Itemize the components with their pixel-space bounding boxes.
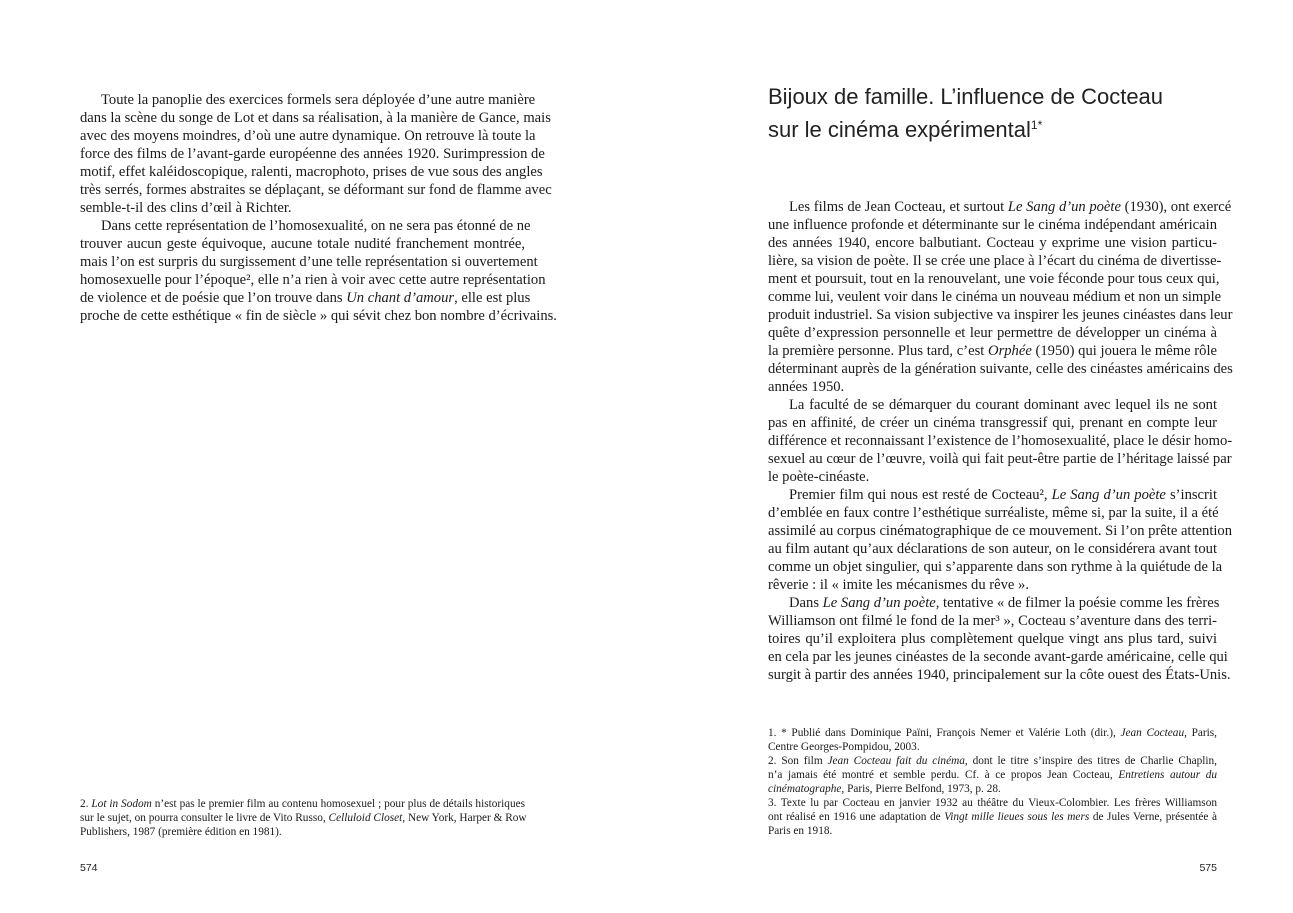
- text: de violence et de poésie que l’on trouve dans: [80, 290, 347, 306]
- text-line: [80, 271, 546, 289]
- italic-text: Le Sang d’un poète: [1051, 487, 1166, 503]
- text-line: [80, 163, 543, 181]
- left-footnotes: [80, 797, 525, 839]
- text: , dont le titre s’inspire des titres de Charlie Chaplin,: [964, 755, 1217, 767]
- text: en cela par les jeunes cinéastes de la seconde avant-garde américaine, celle qui: [768, 649, 1228, 665]
- text: , tentative « de filmer la poésie comme les frères: [935, 595, 1220, 611]
- chapter-title-line-1: Bijoux de famille. L’influence de Cocteau: [768, 84, 1164, 109]
- text: années 1950.: [768, 379, 845, 395]
- text-line: [768, 306, 1233, 324]
- text: proche de cette esthétique « fin de siècle » qui sévit chez bon nombre d’écrivains.: [80, 308, 557, 324]
- text-line: [768, 612, 1217, 630]
- text: comme lui, veulent voir dans le cinéma un nouveau médium et non un simple: [768, 289, 1222, 305]
- text-line: [768, 234, 1217, 252]
- text-line: [768, 414, 1217, 432]
- text: Paris en 1918.: [768, 825, 833, 837]
- text-line: [768, 782, 1217, 796]
- text: différence et reconnaissant l’existence de l’homosexualité, place le désir homo-: [768, 433, 1233, 449]
- italic-text: Le Sang d’un poète: [1007, 199, 1121, 215]
- paragraph: [768, 796, 1217, 838]
- text: mais l’on est surpris du surgissement d’une telle représentation si ouvertement: [80, 254, 538, 270]
- italic-text: Lot in Sodom: [91, 798, 152, 810]
- text: motif, effet kaléidoscopique, ralenti, macrophoto, prises de vue sous des angles: [80, 164, 543, 180]
- text: produit industriel. Sa vision subjective va inspirer les jeunes cinéastes dans leur: [768, 307, 1233, 323]
- text: Williamson ont filmé le fond de la mer³ », Cocteau s’aventure dans des terri-: [768, 613, 1217, 629]
- text: 2.: [80, 798, 92, 810]
- text: rêverie : il « imite les mécanismes du rêve ».: [768, 577, 1029, 593]
- right-page: [646, 0, 1293, 913]
- chapter-title-line-2-text: sur le cinéma expérimental: [768, 117, 1031, 142]
- text: n’est pas le premier film au contenu homosexuel ; pour plus de détails historiques: [151, 798, 526, 810]
- text-line: [768, 342, 1217, 360]
- text-line: [768, 540, 1217, 558]
- text-line: [80, 307, 557, 325]
- italic-text: Jean Cocteau: [1120, 727, 1185, 739]
- text: toires qu’il exploitera plus complètement quelque vingt ans plus tard, suivi: [768, 631, 1217, 647]
- text: homosexuelle pour l’époque², elle n’a rien à voir avec cette autre représentation: [80, 272, 546, 288]
- text: Premier film qui nous est resté de Cocteau²,: [789, 487, 1052, 503]
- text: Dans cette représentation de l’homosexualité, on ne sera pas étonné de ne: [101, 218, 531, 234]
- italic-text: Un chant d’amour: [346, 290, 455, 306]
- text-line: [768, 666, 1231, 684]
- text: force des films de l’avant-garde européenne des années 1920. Surimpression de: [80, 146, 545, 162]
- text: pas en affinité, de créer un cinéma transgressif qui, prenant en compte leur: [768, 415, 1217, 431]
- text: au film autant qu’aux déclarations de son auteur, on le considérera avant tout: [768, 541, 1217, 557]
- text: , elle est plus: [454, 290, 531, 306]
- text: (1950) qui jouera le même rôle: [1031, 343, 1217, 359]
- text-line: [768, 824, 1217, 838]
- italic-text: Entretiens autour du: [1118, 769, 1217, 781]
- text: Publishers, 1987 (première édition en 1981).: [80, 826, 282, 838]
- text: assimilé au corpus cinématographique de ce mouvement. Si l’on prête attention: [768, 523, 1233, 539]
- text-line: [768, 576, 1217, 594]
- text-line: [80, 235, 525, 253]
- text-line: [768, 754, 1217, 768]
- right-body-text: [768, 198, 1233, 684]
- text: dans la scène du songe de Lot et dans sa réalisation, à la manière de Gance, mais: [80, 110, 551, 126]
- text-line: [768, 768, 1217, 782]
- right-footnotes: [768, 726, 1217, 838]
- paragraph: [80, 217, 557, 325]
- text: (1930), ont exercé: [1120, 199, 1232, 215]
- text-line: [768, 594, 1220, 612]
- footnote-reference: 1*: [1030, 118, 1043, 132]
- paragraph: [768, 198, 1233, 396]
- text: le poète-cinéaste.: [768, 469, 870, 485]
- text-line: [80, 797, 525, 811]
- text: de Jules Verne, présentée à: [1089, 811, 1217, 823]
- text: New York, Harper & Row: [405, 812, 527, 824]
- text-line: [768, 432, 1233, 450]
- text: surgit à partir des années 1940, principalement sur la côte ouest des États-Unis.: [768, 667, 1231, 683]
- text: Toute la panoplie des exercices formels sera déployée d’une autre manière: [101, 92, 536, 108]
- text-line: [768, 740, 1217, 754]
- text: trouver aucun geste équivoque, aucune totale nudité franchement montrée,: [80, 236, 525, 252]
- text-line: [768, 486, 1217, 504]
- text: Centre Georges-Pompidou, 2003.: [768, 741, 920, 753]
- text-line: [768, 396, 1217, 414]
- text: 1. * Publié dans Dominique Païni, François Nemer et Valérie Loth (dir.),: [768, 727, 1121, 739]
- italic-text: Orphée: [988, 343, 1032, 359]
- paragraph: [768, 754, 1217, 796]
- text: la première personne. Plus tard, c’est: [768, 343, 989, 359]
- text-line: [768, 450, 1232, 468]
- text-line: [768, 360, 1233, 378]
- text-line: [80, 91, 536, 109]
- italic-text: Celluloid Closet,: [328, 812, 406, 824]
- text: Les films de Jean Cocteau, et surtout: [789, 199, 1008, 215]
- text-line: [768, 216, 1217, 234]
- text: 2. Son film: [768, 755, 828, 767]
- text-line: [768, 252, 1222, 270]
- text-line: [768, 288, 1222, 306]
- text-line: [768, 378, 1217, 396]
- text-line: [768, 324, 1217, 342]
- text: d’emblée en faux contre l’esthétique surréaliste, même si, par la suite, il a été: [768, 505, 1219, 521]
- text: avec des moyens moindres, d’où une autre dynamique. On retrouve là toute la: [80, 128, 536, 144]
- text-line: [80, 127, 536, 145]
- text-line: [768, 796, 1217, 810]
- text-line: [768, 648, 1228, 666]
- text-line: [768, 468, 1217, 486]
- text-line: [768, 558, 1223, 576]
- text-line: [768, 630, 1217, 648]
- italic-text: cinématographe: [768, 783, 842, 795]
- italic-text: Jean Cocteau fait du cinéma: [827, 755, 965, 767]
- paragraph: [768, 486, 1233, 594]
- text: lière, sa vision de poète. Il se crée une place à l’écart du cinéma de divertisse-: [768, 253, 1222, 269]
- text-line: [768, 726, 1217, 740]
- text: très serrés, formes abstraites se déplaçant, se déformant sur fond de flamme avec: [80, 182, 552, 198]
- chapter-title: [768, 82, 1163, 144]
- text: une influence profonde et déterminante sur le cinéma indépendant américain: [768, 217, 1217, 233]
- text: sexuel au cœur de l’œuvre, voilà qui fait peut-être partie de l’héritage laissé par: [768, 451, 1232, 467]
- text: , Paris, Pierre Belfond, 1973, p. 28.: [841, 783, 1001, 795]
- text-line: [80, 811, 525, 825]
- text: sur le sujet, on pourra consulter le livre de Vito Russo,: [80, 812, 329, 824]
- chapter-title-line-2: [768, 111, 1163, 144]
- text: des années 1940, encore balbutiant. Cocteau y exprime une vision particu-: [768, 235, 1217, 251]
- text-line: [768, 270, 1220, 288]
- text: quête d’expression personnelle et leur permettre de développer un cinéma à: [768, 325, 1217, 341]
- text-line: [80, 289, 531, 307]
- text: ment et poursuit, tout en la renouvelant, une voie féconde pour tous ceux qui,: [768, 271, 1220, 287]
- text: s’inscrit: [1165, 487, 1217, 503]
- text-line: [768, 810, 1217, 824]
- text: semble-t-il des clins d’œil à Richter.: [80, 200, 292, 216]
- text: ont réalisé en 1916 une adaptation de: [768, 811, 945, 823]
- text-line: [768, 522, 1233, 540]
- text-line: [80, 217, 531, 235]
- text: 3. Texte lu par Cocteau en janvier 1932 au théâtre du Vieux-Colombier. Les frères Williamson: [768, 797, 1217, 809]
- text-line: [80, 199, 525, 217]
- paragraph: [768, 726, 1217, 754]
- paragraph: [768, 396, 1233, 486]
- text-line: [80, 181, 552, 199]
- text: Dans: [789, 595, 823, 611]
- text: déterminant auprès de la génération suivante, celle des cinéastes américains des: [768, 361, 1233, 377]
- page-number-right: 575: [1199, 862, 1217, 874]
- text-line: [80, 109, 551, 127]
- text-line: [80, 145, 545, 163]
- text: , Paris,: [1184, 727, 1218, 739]
- text-line: [80, 253, 538, 271]
- text: La faculté de se démarquer du courant dominant avec lequel ils ne sont: [789, 397, 1217, 413]
- paragraph: [768, 594, 1231, 684]
- left-body-text: [80, 91, 557, 325]
- text-line: [80, 825, 525, 839]
- italic-text: Le Sang d’un poète: [822, 595, 936, 611]
- paragraph: [80, 91, 552, 217]
- text: comme un objet singulier, qui s’apparente dans son rythme à la quiétude de la: [768, 559, 1223, 575]
- text-line: [768, 198, 1232, 216]
- italic-text: Vingt mille lieues sous les mers: [944, 811, 1090, 823]
- text-line: [768, 504, 1217, 522]
- text: n’a jamais été montré et semble perdu. Cf. à ce propos Jean Cocteau,: [768, 769, 1119, 781]
- page-number-left: 574: [80, 862, 98, 874]
- paragraph: [80, 797, 525, 839]
- left-page: [0, 0, 646, 913]
